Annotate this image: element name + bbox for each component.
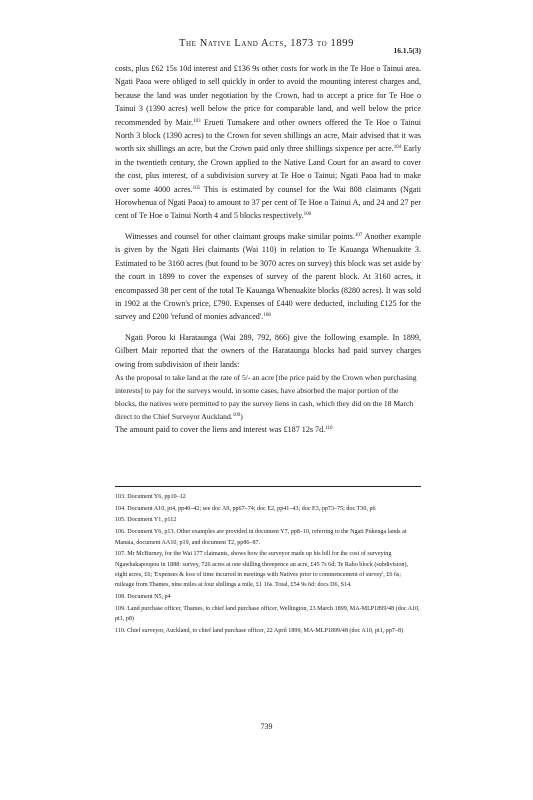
footnote-ref-107[interactable]: 107 (354, 232, 363, 238)
footnote-105: 105. Document Y1, p112 (115, 517, 177, 524)
footnote-divider (115, 486, 421, 487)
page-number: 739 (260, 722, 273, 731)
body-text (115, 62, 421, 436)
footnote-104: 104. Document A10, pt4, pp40–42; see doc A9, pp67–74; doc E2, pp41–43; doc E3, pp73–75; doc T30, p6 (115, 505, 376, 512)
footnote-103: 103. Document Y6, pp10–12 (115, 494, 186, 500)
paragraph-3: Ngati Porou ki Harataunga (Wai 289, 792, 866) give the following example. In 1899, Gilbert Mair reported that the owners of the Harataunga blocks had paid survey charges owing from subdivision of their lands: (115, 332, 421, 369)
footnotes (115, 492, 421, 638)
footnote-110: 110. Chief surveyor, Auckland, to chief land purchase officer, 22 April 1899, MA-MLP1899/48 (doc A10, pt1, pp7–8) (115, 627, 404, 634)
paragraph-2: Witnesses and counsel for other claimant groups make similar points.$^{107}$ Another example is given by the Ngati Hei claimants (Wai 110) in relation to Te Kauanga Whenuakite 3. Estimated to be 3160 acres (but found to be 3070 acres on survey) this block was set aside by the court in 1899 to cover the expenses of survey of the parent block. At 3160 acres, it encompassed 38 per cent of the total Te Kauanga Whenuakite blocks (8280 acres). It was sold in 1902 at the Crown's price, £790. Expenses of £440 were deducted, including £125 for the survey and £200 'refund of monies advanced'.$^{108}$ (115, 231, 421, 322)
footnote-ref-110[interactable]: 110 (325, 425, 333, 431)
footnote-ref-109[interactable]: 109 (232, 412, 241, 418)
section-number: 16.1.5(3) (393, 46, 421, 55)
footnote-109: 109. Land purchase officer, Thames, to chief land purchase officer, Wellington, 23 March 1899, MA-MLP1899/48 (doc A10, pt1, p8) (115, 605, 420, 623)
paragraph-1: costs, plus £62 15s 10d interest and £136 9s other costs for work in the Te Hoe o Tainui area. Ngati Paoa were obliged to sell quickly in order to avoid the mounting interest charges and, because the land was under negotiation by the Crown, had to accept a price for Te Hoe o Tainui 3 (1390 acres) well below the price for comparable land, and well below the price recommended by Mair.$^{103}$ Erueti Tumakere and other owners offered the Te Hoe o Tainui North 3 block (1390 acres) to the Crown for seven shillings an acre, Mair advised that it was worth six shillings an acre, but the Crown paid only three shillings sixpence per acre.$^{104}$ Early in the twentieth century, the Crown applied to the Native Land Court for an award to cover the cost, plus interest, of a subdivision survey at Te Hoe o Tainui; Ngati Paoa had to make over some 4000 acres.$^{105}$ This is estimated by counsel for the Wai 808 claimants (Ngati Horowhenua of Ngati Paoa) to amount to 37 per cent of Te Hoe o Tainui A, and 24 and 27 per cent of Te Hoe o Tainui North 4 and 5 blocks respectively.$^{106}$ (115, 64, 422, 221)
footnote-ref-104[interactable]: 104 (393, 145, 402, 151)
running-head: The Native Land Acts, 1873 to 1899 (179, 38, 354, 49)
footnote-ref-103[interactable]: 103 (193, 118, 201, 124)
block-quote: As the proposal to take land at the rate of 5/- an acre [the price paid by the Crown when purchasing interests] to pay for the surveys would, in some cases, have absorbed the major portion of the blocks, the natives were permitted to pay the survey liens in cash, which they did on the 18 March direct to the Chief Surveyor Auckland.$^{109}$) (115, 372, 417, 421)
paragraph-4: The amount paid to cover the liens and interest was £187 12s 7d.$^{110}$ (115, 424, 333, 434)
footnote-ref-108[interactable]: 108 (263, 313, 271, 319)
footnote-107: 107. Mr McBurney, for the Wai 177 claimants, shows how the surveyor made up his bill for the cost of surveying Ngawhakapoupou in 1888: survey, 726 acres at one shilling threepence an acre, £45 7s 6d; Te Raho block (subdivision), eight acres, £6; 'Expenses & loss of time incurred in meetings with Natives prior to commencement of survey', £6 6s; mileage from Thames, nine miles at four shillings a mile, £1 16s. Total, £54 9s 6d: docs D6, S14. (115, 551, 409, 589)
footnote-ref-106[interactable]: 106 (303, 212, 312, 218)
footnote-108: 108. Document N5, p4 (115, 594, 171, 601)
footnote-ref-105[interactable]: 105 (192, 185, 201, 191)
footnote-106: 106. Document Y6, p13. Other examples are provided in document Y7, pp8–10, referring to the Ngati Pukenga lands at Manaia, document AA10, p19, and document T2, pp86–87. (115, 529, 407, 546)
